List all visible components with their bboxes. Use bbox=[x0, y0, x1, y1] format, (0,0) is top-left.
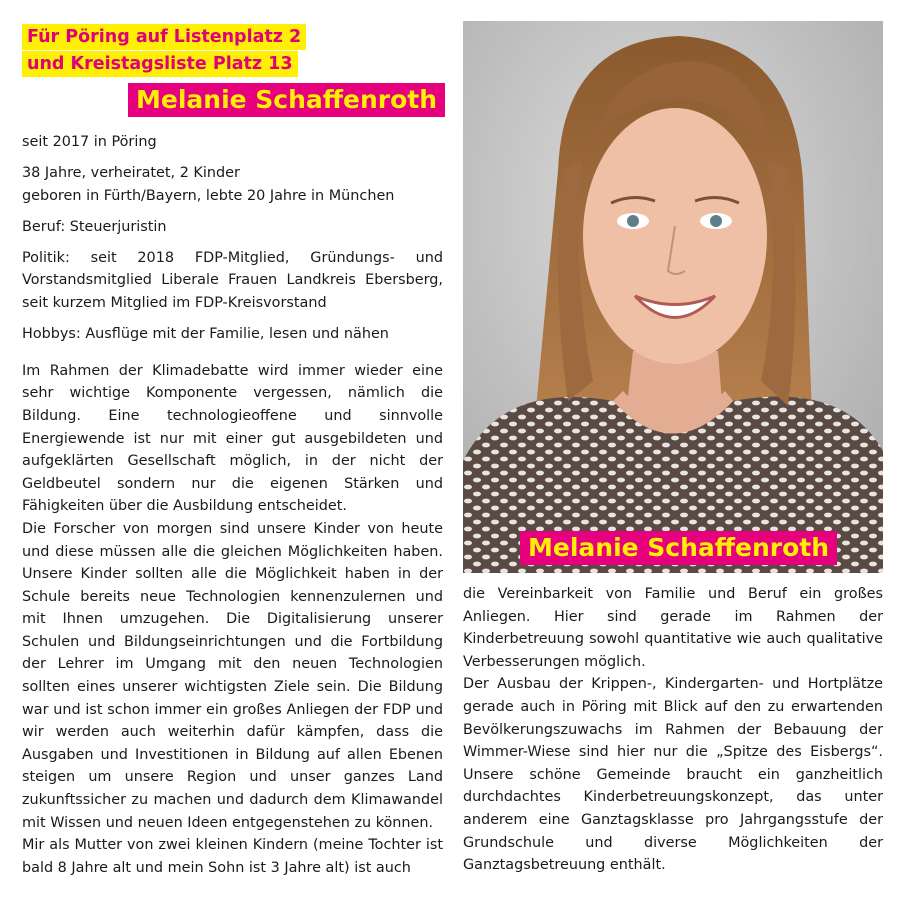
portrait-photo bbox=[463, 21, 883, 573]
photo-caption: Melanie Schaffenroth bbox=[520, 531, 837, 565]
name-banner: Melanie Schaffenroth bbox=[128, 83, 445, 117]
bio-personal-1: 38 Jahre, verheiratet, 2 Kinder bbox=[22, 165, 240, 182]
bio-residence: seit 2017 in Pöring bbox=[22, 134, 157, 150]
body-paragraph-4: die Vereinbarkeit von Familie und Beruf ein großes Anliegen. Hier sind gerade im Rahmen der Kinderbetreuung sowohl quantitative wie auch qualitative Verbesserungen möglich. bbox=[463, 586, 883, 670]
left-column bbox=[22, 131, 443, 879]
headline-line-2: und Kreistagsliste Platz 13 bbox=[22, 51, 298, 77]
portrait-illustration bbox=[463, 21, 883, 573]
body-paragraph-2: Die Forscher von morgen sind unsere Kinder von heute und diese müssen alle die gleichen Möglichkeiten haben. Unsere Kinder sollten alle die Möglichkeit haben in der Schule bereits neue Technologien kennenzulernen und mit Ihnen umzugehen. Die Digitalisierung unserer Schulen und Bildungseinrichtungen und die Fortbildung der Lehrer im Umgang mit den neuen Technologien sollten eines unserer wichtigsten Ziele sein. Die Bildung war und ist schon immer ein großes Anliegen der FDP und wir werden auch weiterhin dafür kämpfen, dass die Ausgaben und Investitionen in Bildung auf allen Ebenen steigen um unsere Region und unser ganzes Land zukunftssicher zu machen und dadurch dem Klimawandel mit Wissen und neuen Ideen entgegenstehen zu können. bbox=[22, 520, 443, 831]
body-paragraph-5: Der Ausbau der Krippen-, Kindergarten- und Hortplätze gerade auch in Pöring mit Blick auf den zu erwartenden Bevölkerungszuwachs im Rahmen der Bebauung der Wimmer-Wiese sind hier nur die „Spitze des Eisbergs“. Unsere schöne Gemeinde braucht ein ganzheitlich durchdachtes Kinderbetreuungskonzept, das unter anderem eine Ganztagsklasse pro Jahrgangsstufe der Grundschule und diverse Möglichkeiten der Ganztagsbetreuung enthält. bbox=[463, 676, 883, 874]
bio-personal-2: geboren in Fürth/Bayern, lebte 20 Jahre in München bbox=[22, 187, 395, 204]
headline-line-1: Für Pöring auf Listenplatz 2 bbox=[22, 24, 306, 50]
bio-job: Beruf: Steuerjuristin bbox=[22, 218, 167, 235]
bio-hobbies: Hobbys: Ausflüge mit der Familie, lesen und nähen bbox=[22, 326, 389, 343]
bio-politics: Politik: seit 2018 FDP-Mitglied, Gründungs- und Vorstandsmitglied Liberale Frauen Landkreis Ebersberg, seit kurzem Mitglied im FDP-Kreisvorstand bbox=[22, 249, 443, 312]
body-paragraph-1: Im Rahmen der Klimadebatte wird immer wieder eine sehr wichtige Komponente vergessen, nämlich die Bildung. Eine technologieoffene und sinnvolle Energiewende ist nur mit einer gut ausgebildeten und aufgeklärten Gesellschaft möglich, in der nicht der Geldbeutel sondern nur die eigenen Stärken und Fähigkeiten über die Ausbildung entscheidet. bbox=[22, 362, 443, 515]
right-column bbox=[463, 583, 883, 877]
body-paragraph-3: Mir als Mutter von zwei kleinen Kindern (meine Tochter ist bald 8 Jahre alt und mein Sohn ist 3 Jahre alt) ist auch bbox=[22, 837, 443, 876]
